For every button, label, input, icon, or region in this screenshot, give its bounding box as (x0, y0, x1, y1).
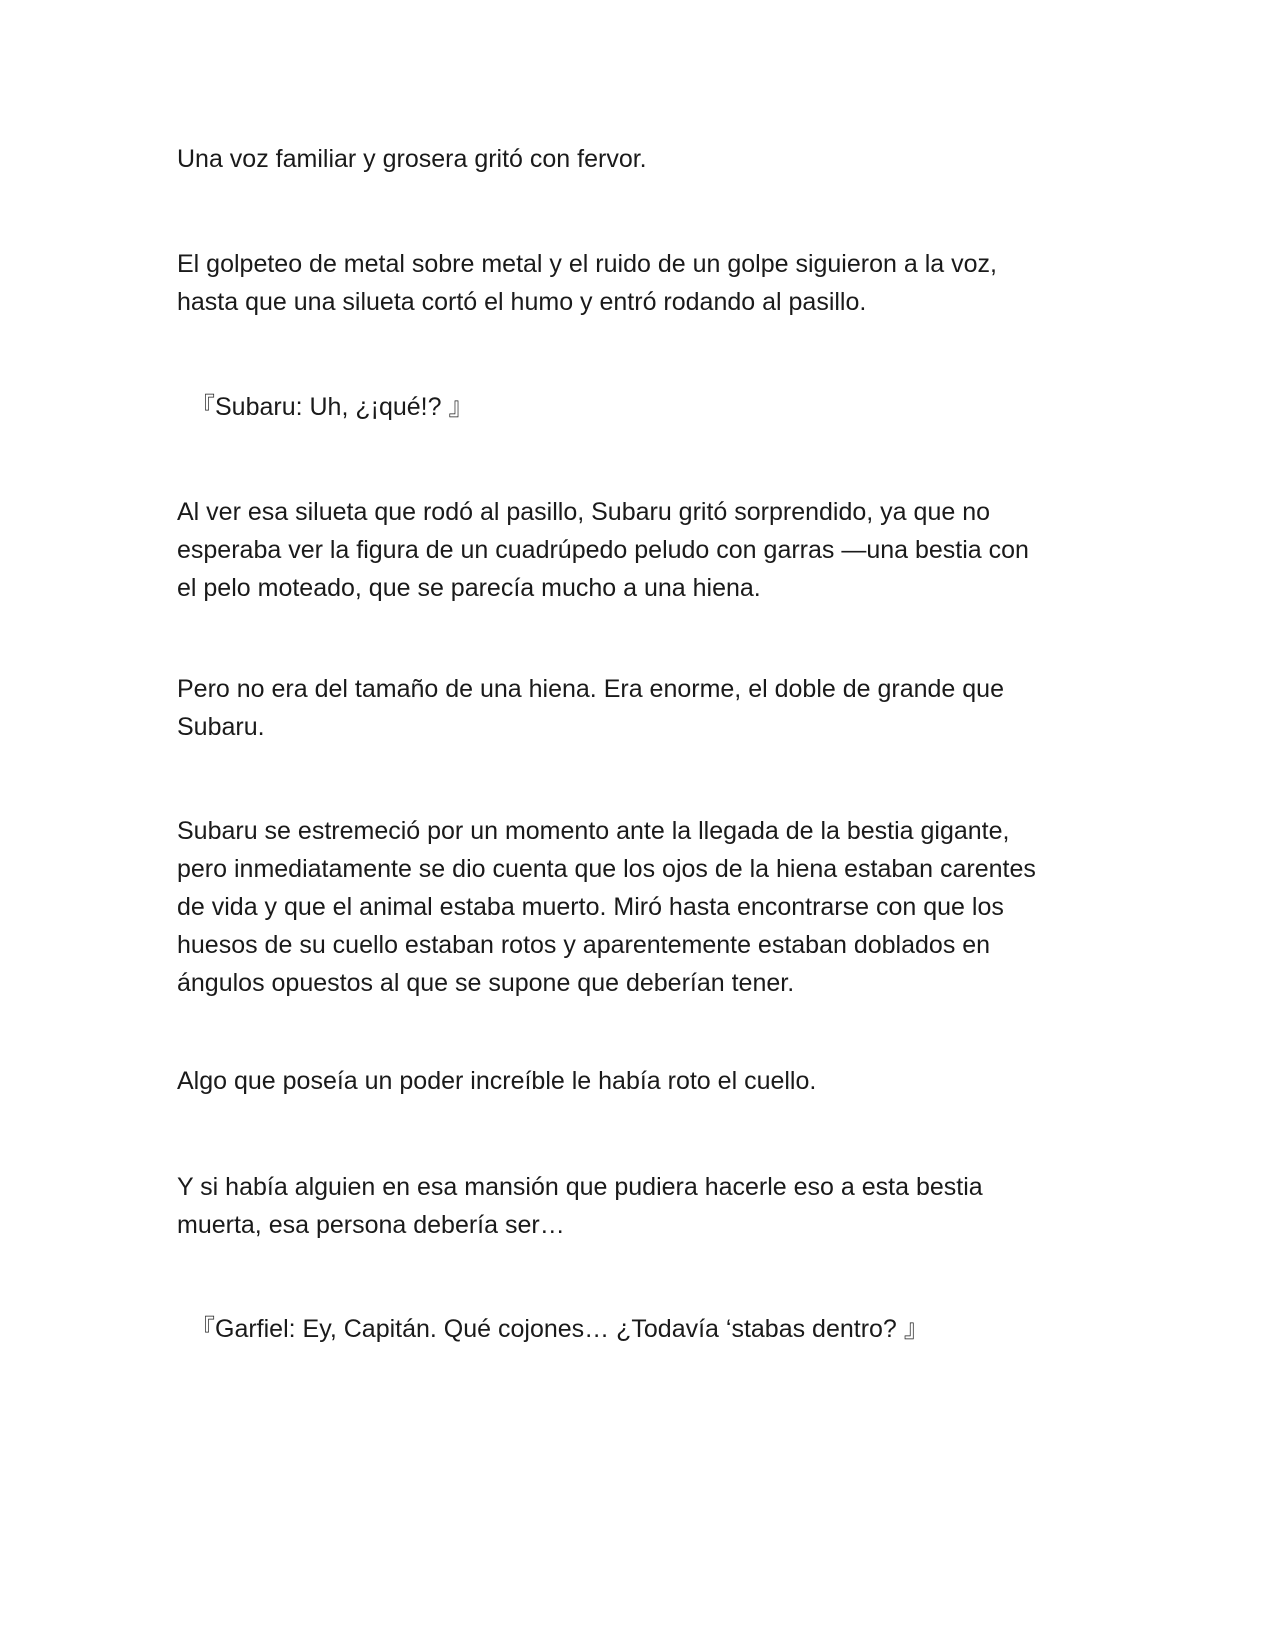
text-line: Una voz familiar y grosera gritó con fervor. (177, 145, 647, 173)
text-line: Subaru se estremeció por un momento ante la llegada de la bestia gigante, (177, 817, 1010, 845)
paragraph-1 (177, 140, 1107, 178)
paragraph-8 (177, 1168, 1107, 1244)
text-line: 『Subaru: Uh, ¿¡qué!? 』 (190, 393, 474, 421)
text-line: hasta que una silueta cortó el humo y entró rodando al pasillo. (177, 288, 867, 316)
paragraph-6 (177, 812, 1107, 1002)
paragraph-5 (177, 670, 1107, 746)
paragraph-2 (177, 245, 1107, 321)
paragraph-4 (177, 493, 1107, 607)
text-line: ángulos opuestos al que se supone que deberían tener. (177, 969, 795, 997)
text-line: de vida y que el animal estaba muerto. Miró hasta encontrarse con que los (177, 893, 1004, 921)
text-line: 『Garfiel: Ey, Capitán. Qué cojones… ¿Todavía ‘stabas dentro? 』 (190, 1315, 929, 1343)
text-line: Algo que poseía un poder increíble le había roto el cuello. (177, 1067, 817, 1095)
dialogue-garfiel (190, 1310, 1120, 1348)
text-line: Subaru. (177, 713, 265, 741)
text-line: pero inmediatamente se dio cuenta que los ojos de la hiena estaban carentes (177, 855, 1036, 883)
text-line: muerta, esa persona debería ser… (177, 1211, 565, 1239)
text-line: El golpeteo de metal sobre metal y el ruido de un golpe siguieron a la voz, (177, 250, 997, 278)
text-line: Pero no era del tamaño de una hiena. Era enorme, el doble de grande que (177, 675, 1004, 703)
dialogue-subaru (190, 388, 1120, 426)
text-line: esperaba ver la figura de un cuadrúpedo peludo con garras —una bestia con (177, 536, 1029, 564)
text-line: huesos de su cuello estaban rotos y aparentemente estaban doblados en (177, 931, 991, 959)
text-line: el pelo moteado, que se parecía mucho a una hiena. (177, 574, 761, 602)
text-line: Y si había alguien en esa mansión que pudiera hacerle eso a esta bestia (177, 1173, 983, 1201)
text-line: Al ver esa silueta que rodó al pasillo, Subaru gritó sorprendido, ya que no (177, 498, 991, 526)
paragraph-7 (177, 1062, 1107, 1100)
